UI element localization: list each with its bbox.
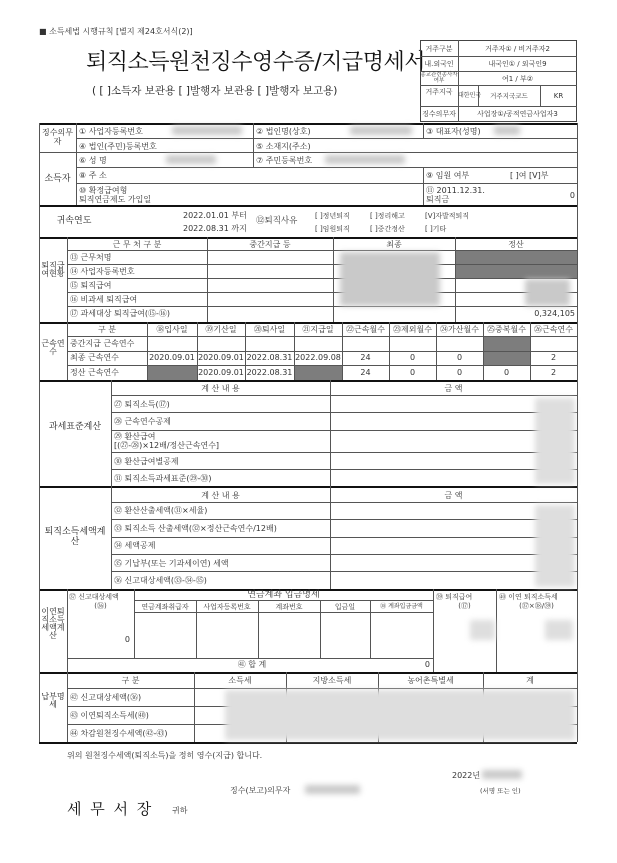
religious-worker-status[interactable]: 여1 / 부② xyxy=(501,75,534,83)
pension-account-title: 연금계좌 입금명세 xyxy=(247,590,320,600)
signature-placeholder: (서명 또는 인) xyxy=(480,787,521,795)
deferral-total: 0 xyxy=(424,660,430,669)
withholding-receipt-form: ■ 소득세법 시행규칙 [별지 제24호서식(2)] 퇴직소득원천징수영수증/지급명세서 ( [ ]소득자 보관용 [ ]발행자 보관용 [ ]발행자 보고용) 거주구분 거주자① / 비거주자2 내.외국인 내국인① / 외국인9 종교관련종사자 여부 여1 / 부② 거주지국 대한민국 거주지국코드 KR 징수의무자 사업장①/공적연금사업자3 징수의무자 ① 사업자등록번호 ② 법인명(상호) ③ 대표자(성명) ④ 법인(주민)등록번호 ⑤ 소재지(주소) 소득자 ⑥ 성 명 ⑦ 주민등록번호 ⑧ 주 소 ⑨ 임원 여부 [ ]여 [V]부 ⑩ 확정급여형 퇴직연금제도 가입일 ⑪ 2011.12.31. 퇴직금 0 귀속연도 2022.01.01 부터 2022.08.31 까지 ⑫퇴직사유 [ ]정년퇴직 [ ]정리해고 [V]자발적퇴직 [ ]임원퇴직 [ ]중간정산 [ ]기타 퇴직급여현황 근 무 처 구 분 중간지급 등 최종 정산 ⑬ 근무처명 ⑭ 사업자등록번호 ⑮ 퇴직급여 ⑯ 비과세 퇴직급여 ⑰ 과세대상 퇴직급여(⑮-⑯) 0,324,105 근속연수 구 분 ⑱입사일 ⑲기산일 ⑳퇴사일 ㉑지급일 ㉒근속월수 ㉓제외월수 ㉔가산월수 ㉕중복월수 ㉖근속연수 중간지급 근속연수 최종 근속연수 2020.09.01 2020.09.01 2022.08.31 2022.09.08 24 0 0 2 정산 근속연수 2020.09.01 2022.08.31 24 0 0 0 2 과세표준계산 계 산 내 용 금 액 ㉗ 퇴직소득(⑰) ㉘ 근속연수공제 ㉙ 환산급여 [(㉗-㉘)×12배/정산근속연수] ㉚ 환산급여별공제 ㉛ 퇴직소득과세표준(㉙-㉚) 퇴직소득세액계산 계 산 내 용 금 액 ㉜ 환산산출세액(㉛×세율) ㉝ 퇴직소득 산출세액(㉜×정산근속연수/12배) ㉞ 세액공제 ㉟ 기납부(또는 기과세이연) 세액 ㊱ 신고대상세액(㉝-㉞-㉟) 이연퇴직소득세액계산 ㊲ 신고대상세액 (㊱) 연금계좌 입금명세 연금계좌취급자 사업자등록번호 계좌번호 입금일 ㊳ 계좌입금금액 ㊴ 퇴직급여 (⑰) ㊵ 이연 퇴직소득세 (㊲×㊳/㊴) 0 ㊶ 합 계 0 납부명세 구 분 소득세 지방소득세 농어촌특별세 계 ㊷ 신고대상세액(㊱) ㊸ 이연퇴직소득세(㊵) ㊹ 차감원천징수세액(㊷-㊸) 위의 원천징수세액(퇴직소득)을 정히 영수(지급) 합니다. 2022년 징수(보고)의무자 (서명 또는 인) 세 무 서 장 귀하 xyxy=(0,0,617,863)
executive-checkbox[interactable]: [ ]여 [V]부 xyxy=(510,171,549,180)
business-number-redacted xyxy=(172,126,242,135)
copy-type-options[interactable]: ( [ ]소득자 보관용 [ ]발행자 보관용 [ ]발행자 보고용) xyxy=(92,85,338,97)
receipt-statement: 위의 원천징수세액(퇴직소득)을 정히 영수(지급) 합니다. xyxy=(67,751,263,760)
tax-office-chief: 세 무 서 장 xyxy=(67,800,154,818)
payer-type[interactable]: 사업장①/공적연금사업자3 xyxy=(477,110,558,118)
reason-option-4[interactable]: [ ]임원퇴직 xyxy=(315,225,350,233)
form-reference: ■ 소득세법 시행규칙 [별지 제24호서식(2)] xyxy=(39,27,193,36)
reason-option-1[interactable]: [ ]정년퇴직 xyxy=(315,212,350,220)
tax-base-section: 과세표준계산 xyxy=(48,422,102,432)
reason-option-5[interactable]: [ ]중간정산 xyxy=(370,225,405,233)
settlement-taxable-pay: 0,324,105 xyxy=(534,309,575,318)
payment-section: 납부명세 xyxy=(41,692,65,709)
country-code: KR xyxy=(553,92,564,100)
nationality-status[interactable]: 내국인① / 외국인9 xyxy=(488,60,547,68)
reason-option-3[interactable]: [V]자발적퇴직 xyxy=(425,212,470,220)
tax-calc-section: 퇴직소득세액계산 xyxy=(44,527,106,547)
reason-option-6[interactable]: [ ]기타 xyxy=(425,225,447,233)
deferral-reportable-tax: 0 xyxy=(124,635,130,644)
service-years-section: 근속연수 xyxy=(41,339,65,356)
payer-section-label: 징수의무자 xyxy=(42,128,73,146)
attribution-year-label: 귀속연도 xyxy=(56,216,92,226)
form-title: 퇴직소득원천징수영수증/지급명세서 xyxy=(86,50,425,75)
recipient-section-label: 소득자 xyxy=(44,174,71,184)
reason-option-2[interactable]: [ ]정리해고 xyxy=(370,212,405,220)
deferral-section: 이연퇴직소득세액계산 xyxy=(41,607,65,640)
residency-status[interactable]: 거주자① / 비거주자2 xyxy=(485,45,550,53)
retirement-pay-section: 퇴직급여현황 xyxy=(41,261,65,278)
